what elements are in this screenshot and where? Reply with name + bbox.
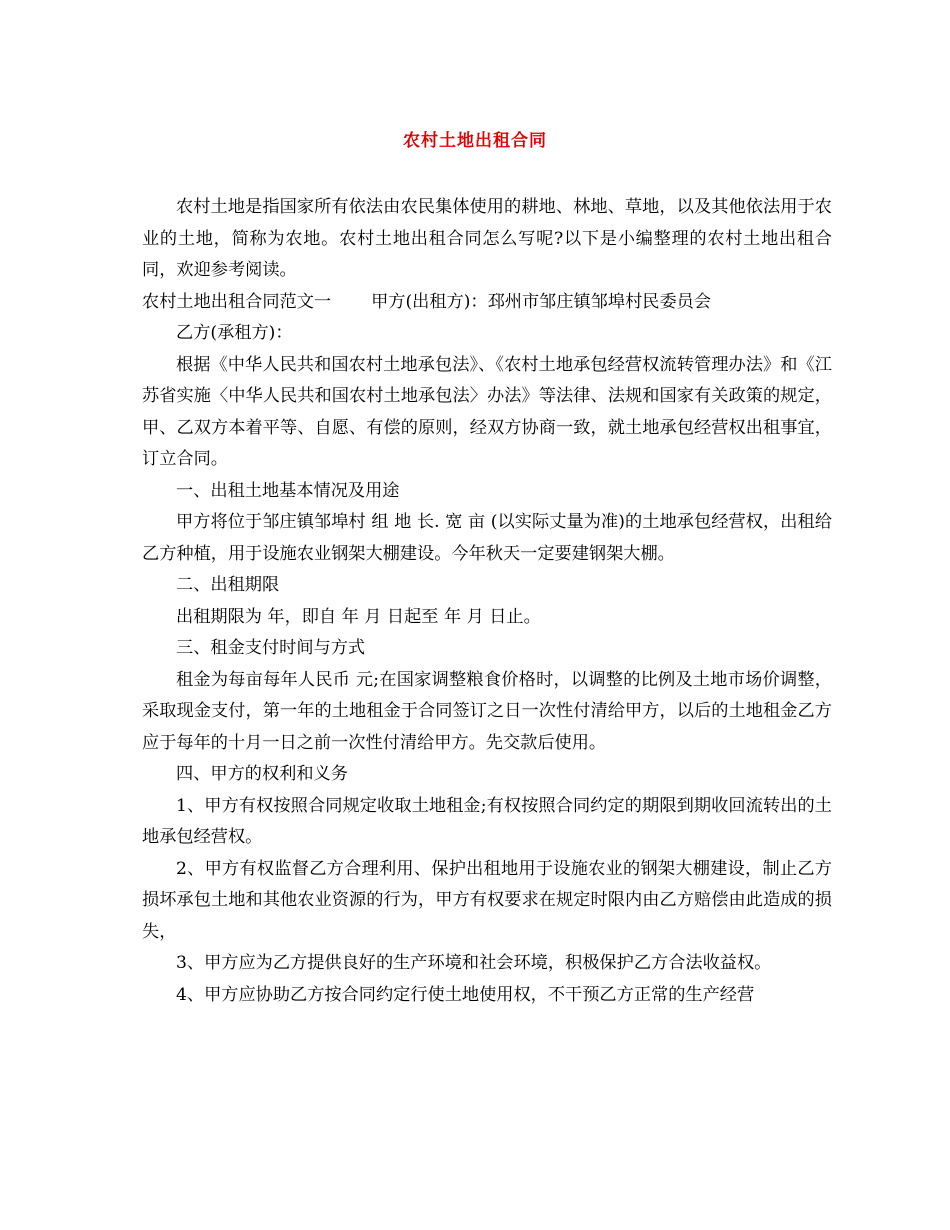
sample-heading-line bbox=[142, 287, 832, 319]
section3-text: 租金为每亩每年人民币 元;在国家调整粮食价格时，以调整的比例及土地市场价调整，采取现金支付，第一年的土地租金于合同签订之日一次性付清给甲方，以后的土地租金乙方应于每年的十月一日之前一次性付清给甲方。先交款后使用。 bbox=[142, 669, 832, 753]
section1-text: 甲方将位于邹庄镇邹埠村 组 地 长. 宽 亩 (以实际丈量为准)的土地承包经营权，出租给乙方种植，用于设施农业钢架大棚建设。今年秋天一定要建钢架大棚。 bbox=[142, 512, 832, 564]
section2-heading: 二、出租期限 bbox=[176, 575, 280, 595]
document-title: 农村土地出租合同 bbox=[403, 131, 547, 151]
basis-paragraph: 根据《中华人民共和国农村土地承包法》、《农村土地承包经营权流转管理办法》和《江苏省实施〈中华人民共和国农村土地承包法〉办法》等法律、法规和国家有关政策的规定，甲、乙双方本着平等、自愿、有偿的原则，经双方协商一致，就土地承包经营权出租事宜，订立合同。 bbox=[142, 354, 832, 469]
section3-heading: 三、租金支付时间与方式 bbox=[176, 638, 366, 658]
sample-heading: 农村土地出租合同范文一 bbox=[142, 291, 332, 312]
section1-heading: 一、出租土地基本情况及用途 bbox=[176, 480, 400, 501]
document-body bbox=[142, 192, 832, 1011]
party-b: 乙方(承租方)： bbox=[176, 323, 293, 343]
section4-item-4: 4、甲方应协助乙方按合同约定行使土地使用权，不干预乙方正常的生产经营 bbox=[176, 984, 755, 1005]
intro-paragraph: 农村土地是指国家所有依法由农民集体使用的耕地、林地、草地，以及其他依法用于农业的土地，简称为农地。农村土地出租合同怎么写呢?以下是小编整理的农村土地出租合同，欢迎参考阅读。 bbox=[142, 197, 832, 280]
section4-item-3: 3、甲方应为乙方提供良好的生产环境和社会环境，积极保护乙方合法收益权。 bbox=[176, 953, 772, 973]
party-a: 甲方(出租方)：邳州市邹庄镇邹埠村民委员会 bbox=[371, 291, 712, 312]
section4-heading: 四、甲方的权利和义务 bbox=[176, 764, 348, 784]
section4-item-1: 1、甲方有权按照合同规定收取土地租金;有权按照合同约定的期限到期收回流转出的土地承包经营权。 bbox=[142, 795, 832, 847]
section2-text: 出租期限为 年，即自 年 月 日起至 年 月 日止。 bbox=[176, 606, 541, 627]
section4-item-2: 2、甲方有权监督乙方合理利用、保护出租地用于设施农业的钢架大棚建设，制止乙方损坏承包土地和其他农业资源的行为，甲方有权要求在规定时限内由乙方赔偿由此造成的损失， bbox=[142, 858, 832, 942]
